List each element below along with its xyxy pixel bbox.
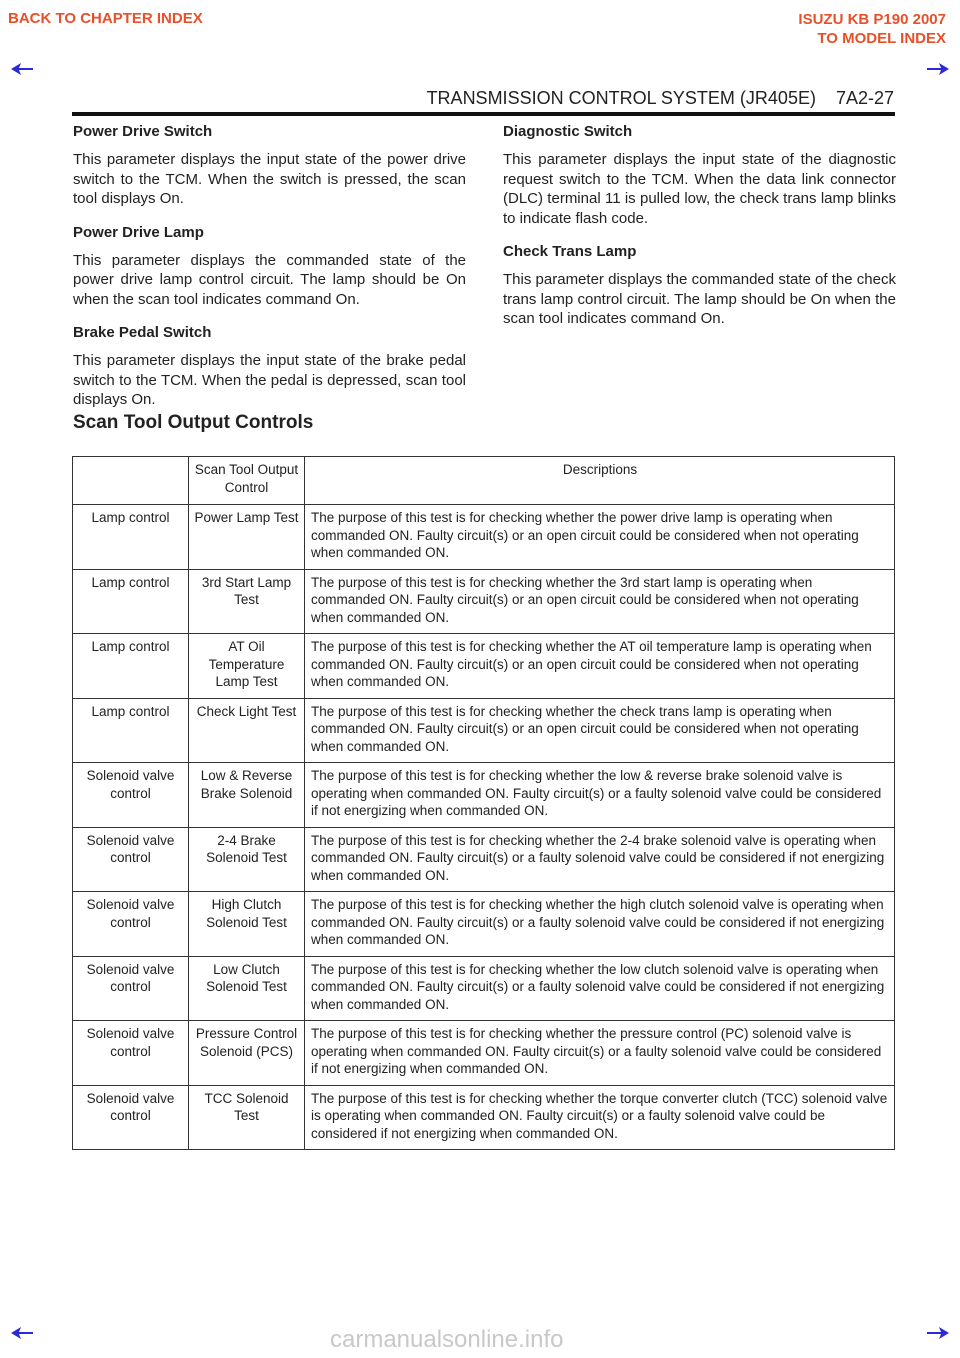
- table-row: [73, 698, 895, 763]
- right-column: [503, 122, 896, 343]
- description-cell: The purpose of this test is for checking whether the AT oil temperature lamp is operating when commanded ON. Faulty circuit(s) or an open circuit could be considered when not operating when commanded ON.: [305, 634, 895, 699]
- description-cell: The purpose of this test is for checking whether the low & reverse brake solenoid valve is operating when commanded ON. Faulty circuit(s) or a faulty solenoid valve could be considered if not energizing when commanded ON.: [305, 763, 895, 828]
- param-heading: Brake Pedal Switch: [73, 324, 212, 341]
- category-cell: Solenoid valve control: [73, 1085, 189, 1150]
- control-cell: Low Clutch Solenoid Test: [189, 956, 305, 1021]
- description-cell: The purpose of this test is for checking whether the check trans lamp is operating when commanded ON. Faulty circuit(s) or an open circuit could be considered when not operating when commanded ON.: [305, 698, 895, 763]
- header-rule: [72, 112, 895, 116]
- table-row: [73, 634, 895, 699]
- table-row: [73, 569, 895, 634]
- table-row: [73, 827, 895, 892]
- category-cell: Lamp control: [73, 634, 189, 699]
- table-row: [73, 763, 895, 828]
- table-header-cell: Scan Tool Output Control: [189, 457, 305, 505]
- param-body: This parameter displays the input state of the brake pedal switch to the TCM. When the pedal is depressed, scan tool displays On.: [73, 352, 466, 408]
- section-title: Scan Tool Output Controls: [73, 412, 314, 433]
- param-body: This parameter displays the commanded state of the check trans lamp control circuit. The lamp should be On when the scan tool indicates command On.: [503, 271, 896, 327]
- control-cell: TCC Solenoid Test: [189, 1085, 305, 1150]
- control-cell: 2-4 Brake Solenoid Test: [189, 827, 305, 892]
- control-cell: Low & Reverse Brake Solenoid: [189, 763, 305, 828]
- param-body: This parameter displays the commanded state of the power drive lamp control circuit. The lamp should be On when the scan tool indicates command On.: [73, 251, 466, 308]
- table-row: [73, 892, 895, 957]
- table-row: [73, 505, 895, 570]
- control-cell: Power Lamp Test: [189, 505, 305, 570]
- category-cell: Solenoid valve control: [73, 1021, 189, 1086]
- control-cell: High Clutch Solenoid Test: [189, 892, 305, 957]
- category-cell: Lamp control: [73, 505, 189, 570]
- description-cell: The purpose of this test is for checking whether the low clutch solenoid valve is operating when commanded ON. Faulty circuit(s) or a faulty solenoid valve could be considered if not energizing when commanded ON.: [305, 956, 895, 1021]
- arrow-left-icon[interactable]: [10, 1326, 34, 1340]
- arrow-right-icon[interactable]: [926, 62, 950, 76]
- watermark: carmanualsonline.info: [330, 1326, 564, 1353]
- table-row: [73, 1085, 895, 1150]
- description-cell: The purpose of this test is for checking whether the 2-4 brake solenoid valve is operating when commanded ON. Faulty circuit(s) or a faulty solenoid valve could be considered if not energizing when commanded ON.: [305, 827, 895, 892]
- param-heading: Diagnostic Switch: [503, 123, 633, 140]
- model-name: ISUZU KB P190 2007: [798, 11, 946, 28]
- category-cell: Lamp control: [73, 698, 189, 763]
- param-body: This parameter displays the input state of the power drive switch to the TCM. When the switch is pressed, the scan tool displays On.: [73, 151, 466, 207]
- description-cell: The purpose of this test is for checking whether the torque converter clutch (TCC) solenoid valve is operating when commanded ON. Faulty circuit(s) or a faulty solenoid valve could be considered if not energizing when commanded ON.: [305, 1085, 895, 1150]
- param-body: This parameter displays the input state of the diagnostic request switch to the TCM. When the data link connector (DLC) terminal 11 is pulled low, the check trans lamp blinks to indicate flash code.: [503, 151, 896, 227]
- param-heading: Power Drive Lamp: [73, 223, 204, 241]
- control-cell: Pressure Control Solenoid (PCS): [189, 1021, 305, 1086]
- category-cell: Solenoid valve control: [73, 956, 189, 1021]
- arrow-right-icon[interactable]: [926, 1326, 950, 1340]
- table-row: [73, 1021, 895, 1086]
- arrow-left-icon[interactable]: [10, 62, 34, 76]
- control-cell: 3rd Start Lamp Test: [189, 569, 305, 634]
- model-index-block: [798, 10, 946, 48]
- table-header-cell: [73, 457, 189, 505]
- description-cell: The purpose of this test is for checking whether the 3rd start lamp is operating when commanded ON. Faulty circuit(s) or an open circuit could be considered when not operating when commanded ON.: [305, 569, 895, 634]
- back-to-chapter-index-link[interactable]: BACK TO CHAPTER INDEX: [8, 10, 203, 27]
- table-row: [73, 956, 895, 1021]
- control-cell: Check Light Test: [189, 698, 305, 763]
- category-cell: Lamp control: [73, 569, 189, 634]
- category-cell: Solenoid valve control: [73, 827, 189, 892]
- output-controls-table: [72, 456, 895, 1150]
- control-cell: AT Oil Temperature Lamp Test: [189, 634, 305, 699]
- to-model-index-link[interactable]: TO MODEL INDEX: [817, 30, 946, 47]
- table-header-row: [73, 457, 895, 505]
- param-heading: Check Trans Lamp: [503, 243, 637, 260]
- category-cell: Solenoid valve control: [73, 892, 189, 957]
- param-heading: Power Drive Switch: [73, 123, 213, 140]
- description-cell: The purpose of this test is for checking whether the pressure control (PC) solenoid valve is operating when commanded ON. Faulty circuit(s) or a faulty solenoid valve could be considered if not energizing when commanded ON.: [305, 1021, 895, 1086]
- category-cell: Solenoid valve control: [73, 763, 189, 828]
- page-header-title: TRANSMISSION CONTROL SYSTEM (JR405E) 7A2-27: [426, 88, 894, 108]
- description-cell: The purpose of this test is for checking whether the power drive lamp is operating when commanded ON. Faulty circuit(s) or an open circuit could be considered when not operating when commanded ON.: [305, 505, 895, 570]
- table-header-cell: Descriptions: [305, 457, 895, 505]
- description-cell: The purpose of this test is for checking whether the high clutch solenoid valve is operating when commanded ON. Faulty circuit(s) or a faulty solenoid valve could be considered if not energizing when commanded ON.: [305, 892, 895, 957]
- left-column: [73, 122, 466, 424]
